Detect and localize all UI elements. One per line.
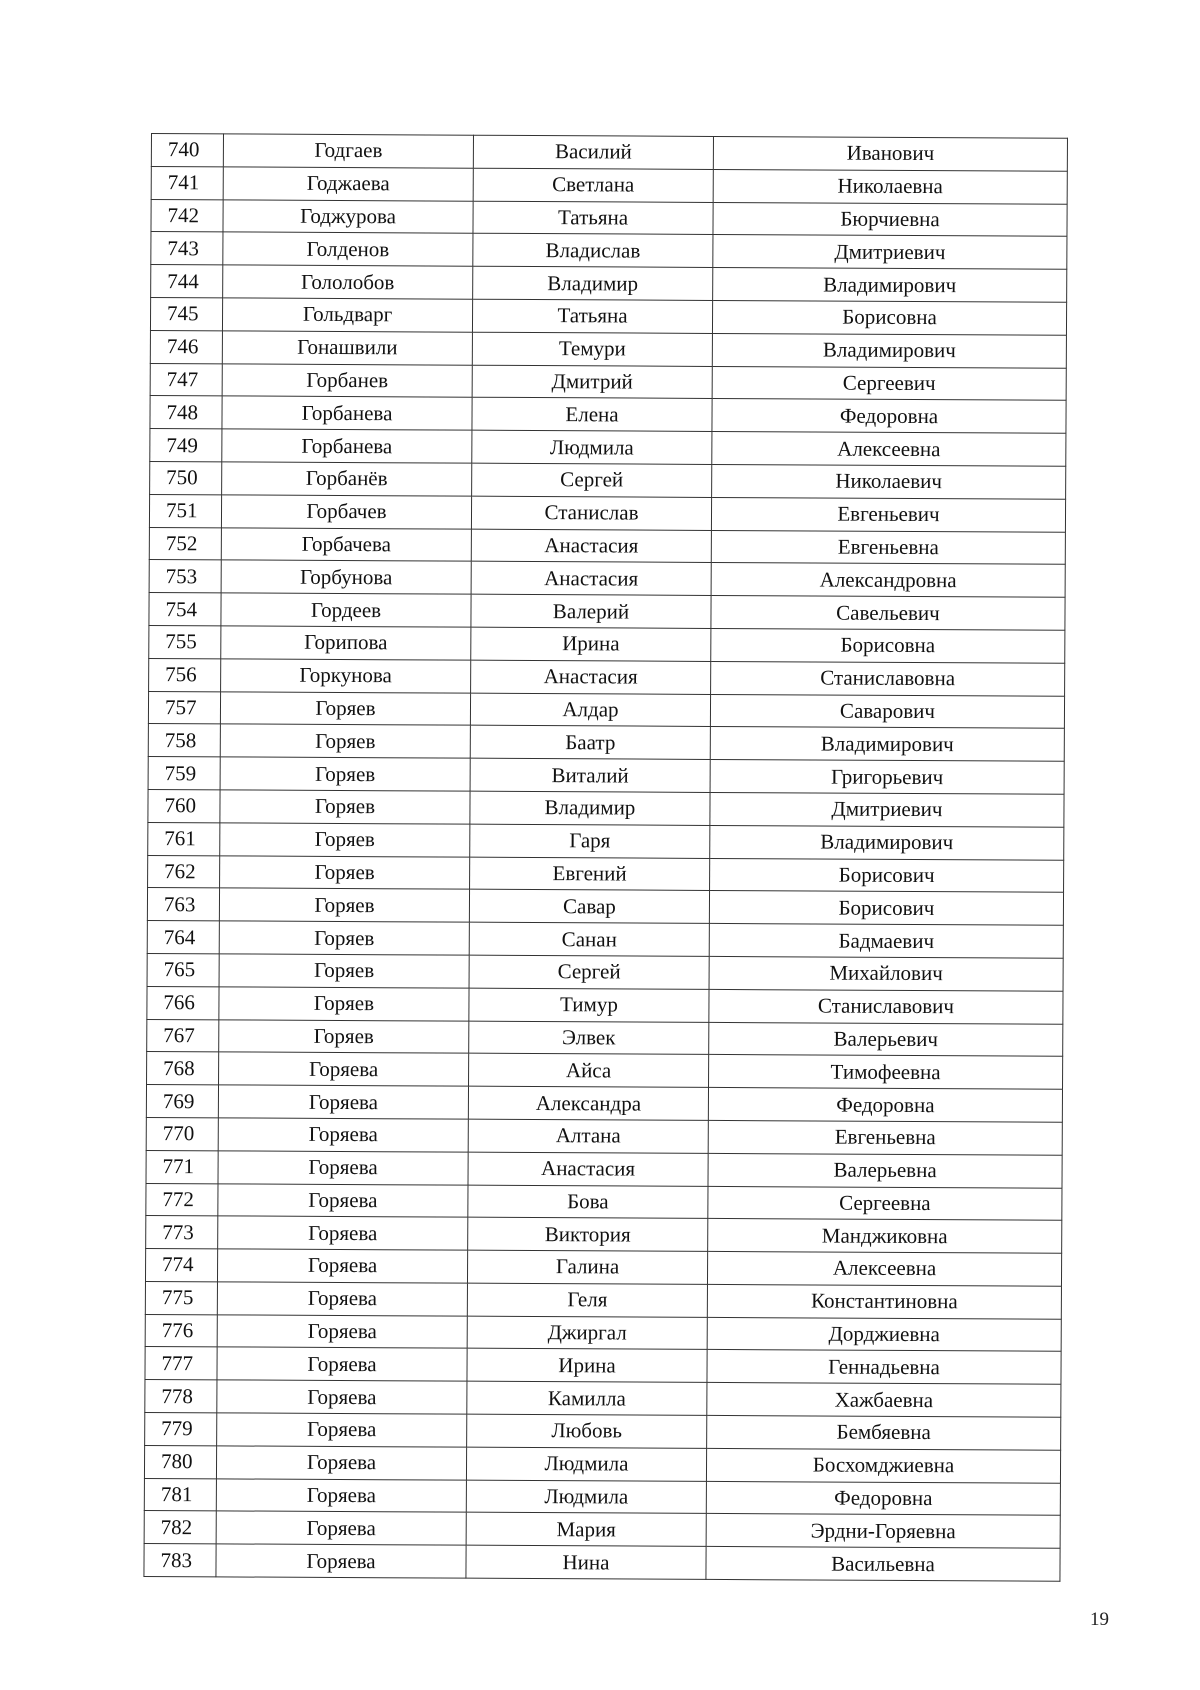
patronymic-cell: Геннадьевна — [707, 1350, 1061, 1385]
last-name-cell: Гонашвили — [222, 331, 472, 365]
row-number-cell: 746 — [150, 330, 222, 363]
first-name-cell: Тимур — [469, 988, 709, 1022]
row-number-cell: 770 — [146, 1117, 218, 1150]
first-name-cell: Галина — [467, 1250, 707, 1284]
first-name-cell: Геля — [467, 1283, 707, 1317]
table-row — [147, 1052, 1063, 1090]
row-number-cell: 765 — [147, 953, 219, 986]
patronymic-cell: Евгеньевна — [708, 1120, 1062, 1155]
patronymic-cell: Савельевич — [711, 596, 1065, 631]
table-row — [151, 134, 1067, 172]
table-row — [145, 1413, 1061, 1451]
patronymic-cell: Манджиковна — [708, 1219, 1062, 1254]
table-row — [148, 822, 1064, 860]
first-name-cell: Санан — [469, 922, 709, 956]
last-name-cell: Горяев — [220, 724, 470, 758]
first-name-cell: Нина — [466, 1545, 706, 1579]
patronymic-cell: Федоровна — [708, 1088, 1062, 1123]
first-name-cell: Ирина — [471, 627, 711, 661]
last-name-cell: Горяев — [220, 823, 470, 857]
last-name-cell: Горяев — [219, 954, 469, 988]
row-number-cell: 758 — [148, 724, 220, 757]
first-name-cell: Владимир — [470, 791, 710, 825]
row-number-cell: 752 — [149, 527, 221, 560]
table-row — [144, 1478, 1060, 1516]
table-row — [146, 1085, 1062, 1123]
patronymic-cell: Григорьевич — [710, 760, 1064, 795]
patronymic-cell: Васильевна — [706, 1547, 1060, 1582]
last-name-cell: Горбанев — [222, 363, 472, 397]
table-row — [149, 560, 1065, 598]
last-name-cell: Горбанева — [222, 396, 472, 430]
patronymic-cell: Дмитриевич — [713, 235, 1067, 270]
page-number: 19 — [1090, 1609, 1109, 1630]
last-name-cell: Горяева — [216, 1544, 466, 1578]
row-number-cell: 755 — [149, 625, 221, 658]
row-number-cell: 764 — [147, 921, 219, 954]
row-number-cell: 749 — [150, 429, 222, 462]
first-name-cell: Сергей — [472, 463, 712, 497]
patronymic-cell: Хажбаевна — [707, 1383, 1061, 1418]
first-name-cell: Алтана — [468, 1119, 708, 1153]
patronymic-cell: Иванович — [713, 136, 1067, 171]
table-row — [148, 724, 1064, 762]
first-name-cell: Татьяна — [472, 299, 712, 333]
last-name-cell: Горяев — [219, 921, 469, 955]
last-name-cell: Горяева — [216, 1479, 466, 1513]
patronymic-cell: Евгеньевна — [711, 530, 1065, 565]
table-row — [148, 691, 1064, 729]
patronymic-cell: Сергеевич — [712, 366, 1066, 401]
first-name-cell: Елена — [472, 398, 712, 432]
last-name-cell: Горяева — [217, 1413, 467, 1447]
row-number-cell: 763 — [147, 888, 219, 921]
patronymic-cell: Михайлович — [709, 956, 1063, 991]
patronymic-cell: Владимирович — [710, 727, 1064, 762]
table-row — [146, 1216, 1062, 1254]
row-number-cell: 771 — [146, 1150, 218, 1183]
first-name-cell: Дмитрий — [472, 365, 712, 399]
table-row — [150, 396, 1066, 434]
patronymic-cell: Дорджиевна — [707, 1317, 1061, 1352]
last-name-cell: Горяев — [220, 691, 470, 725]
last-name-cell: Годгаев — [223, 134, 473, 168]
last-name-cell: Горяева — [218, 1118, 468, 1152]
last-name-cell: Горбунова — [221, 560, 471, 594]
table-row — [145, 1380, 1061, 1418]
last-name-cell: Горяев — [219, 1019, 469, 1053]
first-name-cell: Любовь — [467, 1414, 707, 1448]
patronymic-cell: Валерьевич — [709, 1022, 1063, 1057]
patronymic-cell: Бюрчиевна — [713, 202, 1067, 237]
table-row — [147, 921, 1063, 959]
row-number-cell: 740 — [151, 134, 223, 167]
table-row — [144, 1445, 1060, 1483]
row-number-cell: 766 — [147, 986, 219, 1019]
patronymic-cell: Николаевич — [712, 464, 1066, 499]
patronymic-cell: Тимофеевна — [709, 1055, 1063, 1090]
row-number-cell: 743 — [151, 232, 223, 265]
table-row — [144, 1544, 1060, 1582]
patronymic-cell: Станиславович — [709, 989, 1063, 1024]
last-name-cell: Горяев — [220, 790, 470, 824]
first-name-cell: Баатр — [470, 726, 710, 760]
first-name-cell: Гаря — [470, 824, 710, 858]
row-number-cell: 759 — [148, 757, 220, 790]
patronymic-cell: Борисович — [710, 858, 1064, 893]
row-number-cell: 783 — [144, 1544, 216, 1577]
first-name-cell: Станислав — [471, 496, 711, 530]
last-name-cell: Гололобов — [223, 265, 473, 299]
table-row — [145, 1249, 1061, 1287]
row-number-cell: 744 — [151, 265, 223, 298]
last-name-cell: Горяева — [217, 1347, 467, 1381]
patronymic-cell: Владимирович — [713, 268, 1067, 303]
first-name-cell: Татьяна — [473, 201, 713, 235]
first-name-cell: Василий — [473, 135, 713, 169]
patronymic-cell: Константиновна — [707, 1284, 1061, 1319]
row-number-cell: 753 — [149, 560, 221, 593]
patronymic-cell: Николаевна — [713, 169, 1067, 204]
patronymic-cell: Борисович — [709, 891, 1063, 926]
first-name-cell: Мария — [466, 1513, 706, 1547]
first-name-cell: Анастасия — [471, 660, 711, 694]
row-number-cell: 774 — [145, 1249, 217, 1282]
patronymic-cell: Босхомджиевна — [706, 1448, 1060, 1483]
last-name-cell: Горяева — [218, 1183, 468, 1217]
first-name-cell: Савар — [469, 890, 709, 924]
patronymic-cell: Владимирович — [710, 825, 1064, 860]
last-name-cell: Горкунова — [221, 659, 471, 693]
first-name-cell: Евгений — [470, 857, 710, 891]
last-name-cell: Горбачев — [221, 495, 471, 529]
patronymic-cell: Борисовна — [711, 628, 1065, 663]
table-row — [149, 658, 1065, 696]
last-name-cell: Горяева — [216, 1511, 466, 1545]
row-number-cell: 748 — [150, 396, 222, 429]
table-row — [149, 494, 1065, 532]
first-name-cell: Владимир — [473, 266, 713, 300]
table-row — [145, 1347, 1061, 1385]
last-name-cell: Горбачева — [221, 527, 471, 561]
row-number-cell: 768 — [147, 1052, 219, 1085]
patronymic-cell: Алексеевна — [712, 432, 1066, 467]
last-name-cell: Горяева — [217, 1249, 467, 1283]
row-number-cell: 773 — [146, 1216, 218, 1249]
patronymic-cell: Федоровна — [706, 1481, 1060, 1516]
table-row — [151, 265, 1067, 303]
table-row — [146, 1117, 1062, 1155]
table-row — [145, 1281, 1061, 1319]
row-number-cell: 760 — [148, 789, 220, 822]
table-row — [151, 232, 1067, 270]
first-name-cell: Айса — [469, 1053, 709, 1087]
row-number-cell: 761 — [148, 822, 220, 855]
last-name-cell: Голденов — [223, 232, 473, 266]
row-number-cell: 750 — [150, 461, 222, 494]
last-name-cell: Горяева — [218, 1216, 468, 1250]
first-name-cell: Бова — [468, 1185, 708, 1219]
patronymic-cell: Станиславовна — [711, 661, 1065, 696]
last-name-cell: Горяева — [217, 1315, 467, 1349]
last-name-cell: Годжурова — [223, 199, 473, 233]
names-table — [143, 133, 1068, 1582]
patronymic-cell: Евгеньевич — [711, 497, 1065, 532]
table-row — [149, 527, 1065, 565]
row-number-cell: 754 — [149, 593, 221, 626]
first-name-cell: Элвек — [469, 1021, 709, 1055]
names-table-body — [144, 134, 1068, 1582]
first-name-cell: Анастасия — [471, 529, 711, 563]
first-name-cell: Александра — [468, 1086, 708, 1120]
row-number-cell: 780 — [144, 1445, 216, 1478]
last-name-cell: Горяева — [218, 1085, 468, 1119]
table-row — [145, 1314, 1061, 1352]
first-name-cell: Темури — [472, 332, 712, 366]
row-number-cell: 777 — [145, 1347, 217, 1380]
last-name-cell: Гордеев — [221, 593, 471, 627]
last-name-cell: Горипова — [221, 626, 471, 660]
table-row — [150, 363, 1066, 401]
row-number-cell: 756 — [149, 658, 221, 691]
table-row — [151, 166, 1067, 204]
table-row — [150, 297, 1066, 335]
first-name-cell: Людмила — [472, 430, 712, 464]
last-name-cell: Гольдварг — [222, 298, 472, 332]
first-name-cell: Алдар — [470, 693, 710, 727]
row-number-cell: 782 — [144, 1511, 216, 1544]
row-number-cell: 775 — [145, 1281, 217, 1314]
first-name-cell: Сергей — [469, 955, 709, 989]
row-number-cell: 778 — [145, 1380, 217, 1413]
patronymic-cell: Сергеевна — [708, 1186, 1062, 1221]
last-name-cell: Горяева — [216, 1446, 466, 1480]
first-name-cell: Анастасия — [471, 562, 711, 596]
table-row — [151, 199, 1067, 237]
patronymic-cell: Эрдни-Горяевна — [706, 1514, 1060, 1549]
row-number-cell: 757 — [148, 691, 220, 724]
first-name-cell: Виталий — [470, 758, 710, 792]
table-row — [146, 1150, 1062, 1188]
patronymic-cell: Дмитриевич — [710, 792, 1064, 827]
first-name-cell: Валерий — [471, 594, 711, 628]
last-name-cell: Горяев — [219, 987, 469, 1021]
row-number-cell: 776 — [145, 1314, 217, 1347]
last-name-cell: Горяева — [217, 1380, 467, 1414]
table-row — [148, 855, 1064, 893]
row-number-cell: 762 — [148, 855, 220, 888]
table-row — [149, 625, 1065, 663]
table-row — [144, 1511, 1060, 1549]
patronymic-cell: Борисовна — [712, 300, 1066, 335]
last-name-cell: Горяев — [220, 855, 470, 889]
table-row — [148, 757, 1064, 795]
last-name-cell: Годжаева — [223, 167, 473, 201]
first-name-cell: Камилла — [467, 1381, 707, 1415]
last-name-cell: Горбанёв — [222, 462, 472, 496]
last-name-cell: Горяева — [218, 1151, 468, 1185]
patronymic-cell: Алексеевна — [707, 1252, 1061, 1287]
table-row — [147, 1019, 1063, 1057]
table-row — [150, 330, 1066, 368]
row-number-cell: 781 — [144, 1478, 216, 1511]
table-row — [150, 461, 1066, 499]
row-number-cell: 745 — [150, 297, 222, 330]
patronymic-cell: Александровна — [711, 563, 1065, 598]
row-number-cell: 767 — [147, 1019, 219, 1052]
table-row — [147, 953, 1063, 991]
last-name-cell: Горяева — [217, 1282, 467, 1316]
last-name-cell: Горяев — [220, 757, 470, 791]
row-number-cell: 742 — [151, 199, 223, 232]
first-name-cell: Ирина — [467, 1349, 707, 1383]
first-name-cell: Людмила — [466, 1447, 706, 1481]
first-name-cell: Анастасия — [468, 1152, 708, 1186]
patronymic-cell: Валерьевна — [708, 1153, 1062, 1188]
row-number-cell: 747 — [150, 363, 222, 396]
table-row — [147, 986, 1063, 1024]
table-row — [150, 429, 1066, 467]
row-number-cell: 741 — [151, 166, 223, 199]
table-row — [148, 789, 1064, 827]
first-name-cell: Светлана — [473, 168, 713, 202]
patronymic-cell: Бембяевна — [707, 1416, 1061, 1451]
row-number-cell: 772 — [146, 1183, 218, 1216]
last-name-cell: Горяева — [219, 1052, 469, 1086]
table-row — [149, 593, 1065, 631]
patronymic-cell: Владимирович — [712, 333, 1066, 368]
patronymic-cell: Федоровна — [712, 399, 1066, 434]
patronymic-cell: Бадмаевич — [709, 924, 1063, 959]
patronymic-cell: Саварович — [710, 694, 1064, 729]
first-name-cell: Владислав — [473, 234, 713, 268]
first-name-cell: Людмила — [466, 1480, 706, 1514]
row-number-cell: 769 — [146, 1085, 218, 1118]
first-name-cell: Джиргал — [467, 1316, 707, 1350]
row-number-cell: 779 — [145, 1413, 217, 1446]
row-number-cell: 751 — [149, 494, 221, 527]
table-row — [146, 1183, 1062, 1221]
first-name-cell: Виктория — [468, 1217, 708, 1251]
table-row — [147, 888, 1063, 926]
last-name-cell: Горбанева — [222, 429, 472, 463]
last-name-cell: Горяев — [219, 888, 469, 922]
